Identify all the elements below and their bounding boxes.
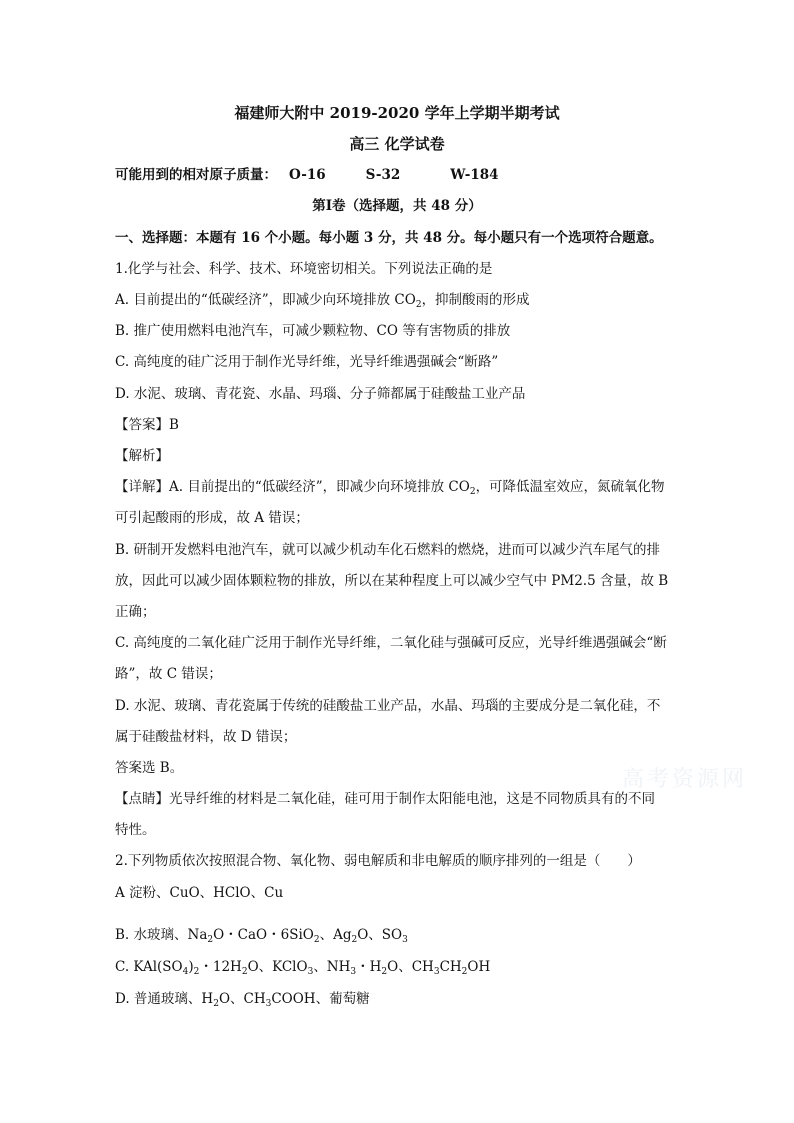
- q1-detail-line-7: 路”，故 C 错误；: [115, 666, 222, 682]
- q1-detail-line-5: 正确；: [115, 604, 156, 620]
- q1-option-d: D. 水泥、玻璃、青花瓷、水晶、玛瑙、分子筛都属于硅酸盐工业产品: [115, 386, 526, 402]
- q2-stem: 2.下列物质依次按照混合物、氧化物、弱电解质和非电解质的顺序排列的一组是（ ）: [115, 853, 641, 869]
- section-title: 第Ⅰ卷（选择题，共 48 分）: [312, 198, 482, 214]
- q1-conclusion: 答案选 B。: [115, 760, 184, 776]
- q1-answer: 【答案】B: [115, 417, 179, 433]
- q1-option-a: A. 目前提出的“低碳经济”，即减少向环境排放 $CO_2$，抑制酸雨的形成: [115, 292, 530, 310]
- instructions: 一、选择题：本题有 16 个小题。每小题 3 分，共 48 分。每小题只有一个选项符合题意。: [115, 230, 663, 246]
- q2-option-a: A 淀粉、CuO、HClO、Cu: [115, 885, 284, 901]
- q1-detail-line-3: B. 研制开发燃料电池汽车，就可以减少机动车化石燃料的燃烧，进而可以减少汽车尾气的排: [115, 542, 661, 558]
- q1-detail-line-9: 属于硅酸盐材料，故 D 错误；: [115, 729, 297, 745]
- q2-option-d: D. 普通玻璃、$H_2O$、$CH_3COOH$、葡萄糖: [115, 991, 370, 1009]
- atomic-mass-line: [115, 166, 499, 184]
- q1-tip-line-2: 特性。: [115, 822, 156, 838]
- q1-analysis-label: 【解析】: [115, 448, 169, 464]
- q2-option-c: C. $KAl(SO_4)_2$・$12H_2O$、KClO$_3$、$NH_3$・$H_2O$、$CH_3CH_2OH$: [115, 959, 491, 977]
- atomic-mass-s: S-32: [365, 167, 401, 183]
- atomic-mass-label: 可能用到的相对原子质量：: [115, 167, 277, 183]
- q1-option-c: C. 高纯度的硅广泛用于制作光导纤维，光导纤维遇强碱会“断路”: [115, 354, 499, 370]
- exam-subtitle: 高三 化学试卷: [349, 135, 445, 153]
- q1-detail-line-4: 放，因此可以减少固体颗粒物的排放，所以在某种程度上可以减少空气中 PM2.5 含量，故 B: [115, 573, 669, 589]
- q1-stem: 1.化学与社会、科学、技术、环境密切相关。下列说法正确的是: [115, 261, 493, 277]
- atomic-mass-o: O-16: [289, 167, 326, 183]
- q1-detail-line-1: 【详解】A. 目前提出的“低碳经济”，即减少向环境排放 $CO_2$，可降低温室效应，氮硫氧化物: [115, 479, 665, 497]
- q1-detail-line-6: C. 高纯度的二氧化硅广泛用于制作光导纤维，二氧化硅与强碱可反应，光导纤维遇强碱会“断: [115, 635, 667, 651]
- q1-tip-line-1: 【点睛】光导纤维的材料是二氧化硅，硅可用于制作太阳能电池，这是不同物质具有的不同: [115, 791, 655, 807]
- q2-option-b: B. 水玻璃、$Na_2O$・CaO・6SiO$_2$、$Ag_2O$、$SO_3$: [115, 927, 408, 945]
- q1-detail-line-2: 可引起酸雨的形成，故 A 错误；: [115, 510, 309, 526]
- watermark: 高考资源网: [622, 767, 748, 792]
- atomic-mass-w: W-184: [450, 167, 499, 183]
- exam-title: 福建师大附中 2019-2020 学年上学期半期考试: [234, 104, 560, 122]
- q1-detail-line-8: D. 水泥、玻璃、青花瓷属于传统的硅酸盐工业产品，水晶、玛瑙的主要成分是二氧化硅，不: [115, 698, 661, 714]
- q1-option-b: B. 推广使用燃料电池汽车，可减少颗粒物、CO 等有害物质的排放: [115, 323, 511, 339]
